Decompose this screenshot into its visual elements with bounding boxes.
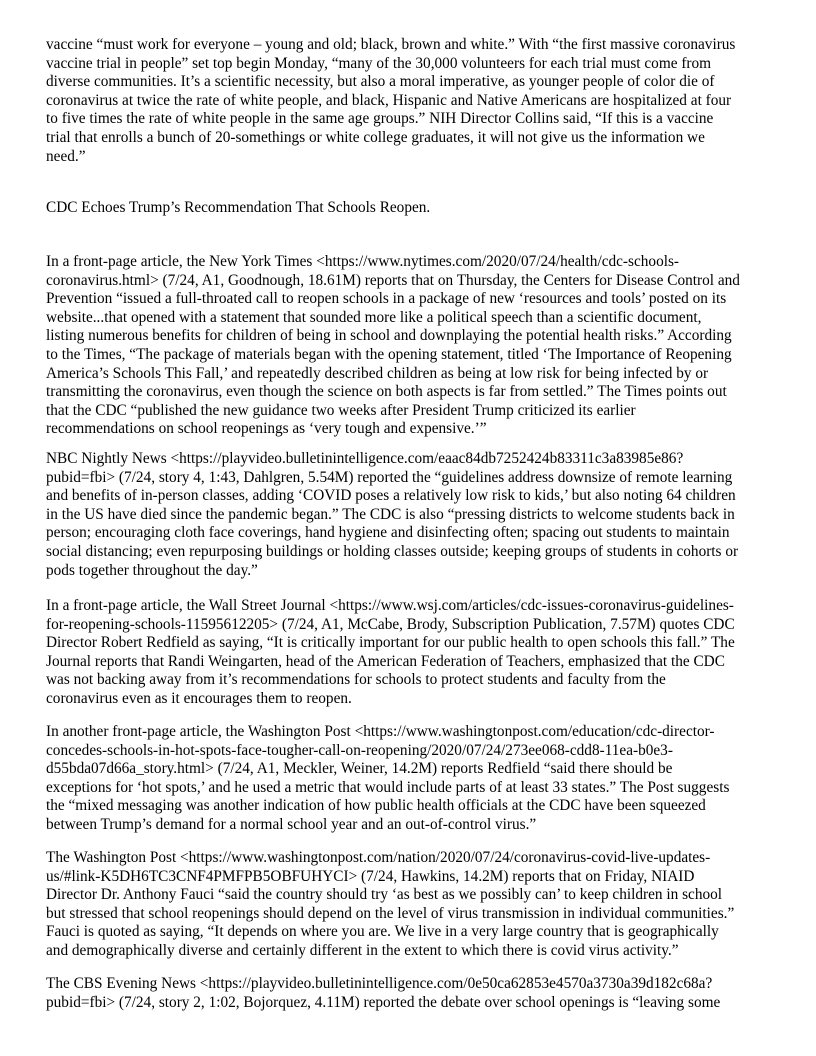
paragraph-wapo-fauci: The Washington Post <https://www.washingtonpost.com/nation/2020/07/24/coronavirus-covid-live-updates- us/#link-K5DH6TC3CNF4PMFPB5OBFUHYCI> (7/24, Hawkins, 14.2M) reports that on Friday, NIAID Director Dr. Anthony Fauci “said the country should try ‘as best as we possibly can’ to keep children in school but stressed that school reopenings should depend on the level of virus transmission in individual communities.” Fauci is quoted as saying, “It depends on where you are. We live in a very large country that is geographically and demographically diverse and certainly different in the extent to which there is covid virus activity.” [46,849,735,959]
paragraph-cbs-evening-news: The CBS Evening News <https://playvideo.bulletinintelligence.com/0e50ca62853e4570a3730a39d182c68a? pubid=fbi> (7/24, story 2, 1:02, Bojorquez, 4.11M) reported the debate over school openings is “leaving some [46,975,721,1011]
paragraph-wsj-redfield: In a front-page article, the Wall Street Journal <https://www.wsj.com/articles/cdc-issues-coronavirus-guidelines- for-reopening-schools-11595612205> (7/24, A1, McCabe, Brody, Subscription Publication, 7.57M) quotes CDC Director Robert Redfield as saying, “It is critically important for our public health to open schools this fall.” The Journal reports that Randi Weingarten, head of the American Federation of Teachers, emphasized that the CDC was not backing away from it’s recommendations for schools to protect students and faculty from the coronavirus even as it encourages them to reopen. [46,597,735,707]
section-heading-cdc-schools: CDC Echoes Trump’s Recommendation That Schools Reopen. [46,199,431,216]
paragraph-nbc-nightly-news: NBC Nightly News <https://playvideo.bulletinintelligence.com/eaac84db7252424b83311c3a83985e86? pubid=fbi> (7/24, story 4, 1:43, Dahlgren, 5.54M) reported the “guidelines address downsize of remote learning and benefits of in-person classes, adding ‘COVID poses a relatively low risk to kids,’ but also noting 64 children in the US have died since the pandemic began.” The CDC is also “pressing districts to welcome students back in person; encouraging cloth face coverings, hand hygiene and disinfecting often; spacing out students to maintain social distancing; even repurposing buildings or holding classes outside; keeping groups of students in cohorts or pods together throughout the day.” [46,450,739,579]
paragraph-nyt-cdc-schools: In a front-page article, the New York Times <https://www.nytimes.com/2020/07/24/health/cdc-schools- coronavirus.html> (7/24, A1, Goodnough, 18.61M) reports that on Thursday, the Centers for Disease Control and Prevention “issued a full-throated call to reopen schools in a package of new ‘resources and tools’ posted on its website...that opened with a statement that sounded more like a political speech than a scientific document, listing numerous benefits for children of being in school and downplaying the potential health risks.” According to the Times, “The package of materials began with the opening statement, titled ‘The Importance of Reopening America’s Schools This Fall,’ and repeatedly described children as being at low risk for being infected by or transmitting the coronavirus, even though the science on both aspects is far from settled.” The Times points out that the CDC “published the new guidance two weeks after President Trump criticized its earlier recommendations on school reopenings as ‘very tough and expensive.’” [46,253,740,438]
paragraph-wapo-hot-spots: In another front-page article, the Washington Post <https://www.washingtonpost.com/education/cdc-director- concedes-schools-in-hot-spots-face-tougher-call-on-reopening/2020/07/24/273ee068-cdd8-11ea-b0e3- d55bda07d66a_story.html> (7/24, A1, Meckler, Weiner, 14.2M) reports Redfield “said there should be exceptions for ‘hot spots,’ and he used a metric that would include parts of at least 33 states.” The Post suggests the “mixed messaging was another indication of how public health officials at the CDC have been squeezed between Trump’s demand for a normal school year and an out-of-control virus.” [46,723,730,833]
paragraph-vaccine-trial-diversity: vaccine “must work for everyone – young and old; black, brown and white.” With “the first massive coronavirus vaccine trial in people” set top begin Monday, “many of the 30,000 volunteers for each trial must come from diverse communities. It’s a scientific necessity, but also a moral imperative, as younger people of color die of coronavirus at twice the rate of white people, and black, Hispanic and Native Americans are hospitalized at four to five times the rate of white people in the same age groups.” NIH Director Collins said, “If this is a vaccine trial that enrolls a bunch of 20-somethings or white college graduates, it will not give us the information we need.” [46,36,736,165]
